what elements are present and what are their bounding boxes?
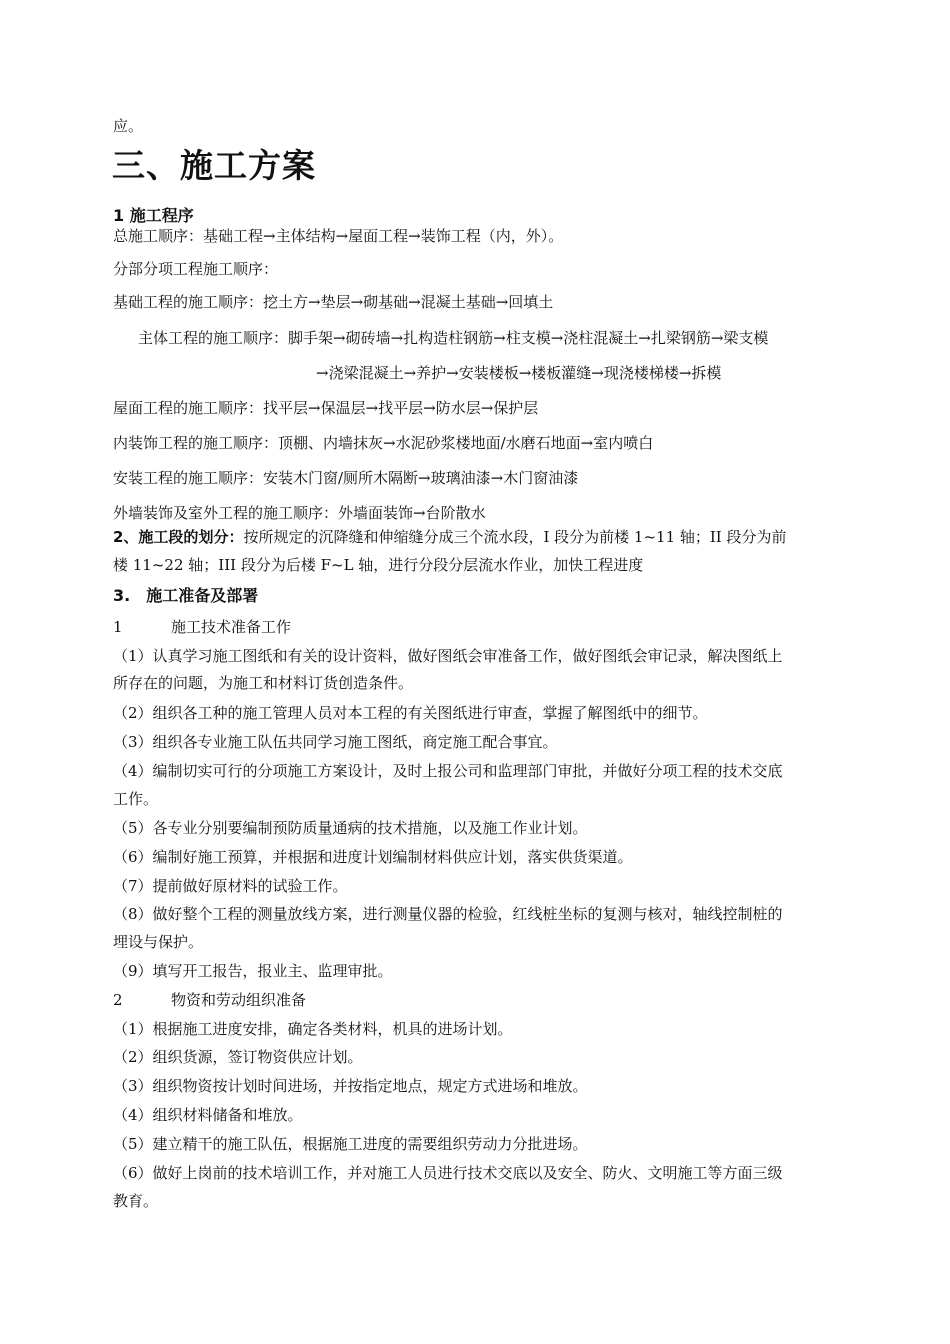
materials-item: （1）根据施工进度安排，确定各类材料，机具的进场计划。: [113, 1020, 513, 1038]
tech-item: （9）填写开工报告，报业主、监理审批。: [113, 962, 393, 980]
main-structure-sequence-cont: →浇梁混凝土→养护→安装楼板→楼板灌缝→现浇楼梯楼→拆模: [316, 364, 722, 382]
materials-item: 教育。: [113, 1192, 159, 1210]
installation-sequence: 安装工程的施工顺序：安装木门窗/厕所木隔断→玻璃油漆→木门窗油漆: [113, 469, 579, 487]
tech-item: （5）各专业分别要编制预防质量通病的技术措施，以及施工作业计划。: [113, 819, 588, 837]
tech-item: （3）组织各专业施工队伍共同学习施工图纸，商定施工配合事宜。: [113, 733, 558, 751]
heading-construction-procedure: 1 施工程序: [113, 206, 194, 225]
section-division-label: 2、施工段的划分：: [113, 528, 244, 546]
tech-item: （4）编制切实可行的分项施工方案设计，及时上报公司和监理部门审批，并做好分项工程的技术交底: [113, 762, 783, 780]
tech-item: （1）认真学习施工图纸和有关的设计资料，做好图纸会审准备工作，做好图纸会审记录，解决图纸上: [113, 647, 783, 665]
materials-item: （5）建立精干的施工队伍，根据施工进度的需要组织劳动力分批进场。: [113, 1135, 588, 1153]
foundation-sequence: 基础工程的施工顺序：挖土方→垫层→砌基础→混凝土基础→回填土: [113, 293, 554, 311]
materials-item: （3）组织物资按计划时间进场，并按指定地点，规定方式进场和堆放。: [113, 1077, 588, 1095]
tech-item: （8）做好整个工程的测量放线方案，进行测量仪器的检验，红线桩坐标的复测与核对，轴线控制桩的: [113, 905, 783, 923]
tech-item: （6）编制好施工预算，并根据和进度计划编制材料供应计划，落实供货渠道。: [113, 848, 633, 866]
tech-item: 工作。: [113, 790, 159, 808]
text-fragment: 应。: [113, 117, 144, 135]
exterior-sequence: 外墙装饰及室外工程的施工顺序：外墙面装饰→台阶散水: [113, 504, 486, 522]
section-division-paragraph: [113, 527, 873, 547]
section-division-text: 按所规定的沉降缝和伸缩缝分成三个流水段，I 段分为前楼 1~11 轴；II 段分为前: [243, 528, 787, 546]
tech-item: 所存在的问题，为施工和材料订货创造条件。: [113, 674, 414, 692]
overall-sequence: 总施工顺序：基础工程→主体结构→屋面工程→装饰工程（内，外）。: [113, 227, 564, 245]
materials-item: （6）做好上岗前的技术培训工作，并对施工人员进行技术交底以及安全、防火、文明施工等方面三级: [113, 1164, 783, 1182]
roof-sequence: 屋面工程的施工顺序：找平层→保温层→找平层→防水层→保护层: [113, 399, 539, 417]
tech-item: （2）组织各工种的施工管理人员对本工程的有关图纸进行审查，掌握了解图纸中的细节。: [113, 704, 708, 722]
materials-item: （4）组织材料储备和堆放。: [113, 1106, 303, 1124]
tech-item: （7）提前做好原材料的试验工作。: [113, 877, 348, 895]
subheading-materials-prep: [113, 990, 873, 1010]
sub-sequence-title: 分部分项工程施工顺序：: [113, 260, 279, 278]
section-title: 三、施工方案: [112, 146, 316, 185]
section-division-text-cont: 楼 11~22 轴；III 段分为后楼 F~L 轴，进行分段分层流水作业，加快工程进度: [113, 556, 644, 574]
subheading-text: 施工技术准备工作: [171, 618, 292, 636]
subheading-number: 1: [113, 618, 123, 636]
main-structure-sequence: 主体工程的施工顺序：脚手架→砌砖墙→扎构造柱钢筋→柱支模→浇柱混凝土→扎梁钢筋→梁支模: [138, 329, 769, 347]
heading-preparation: 3. 施工准备及部署: [113, 586, 259, 605]
subheading-number: 2: [113, 991, 123, 1009]
materials-item: （2）组织货源，签订物资供应计划。: [113, 1048, 363, 1066]
interior-sequence: 内装饰工程的施工顺序：顶棚、内墙抹灰→水泥砂浆楼地面/水磨石地面→室内喷白: [113, 434, 654, 452]
tech-item: 埋设与保护。: [113, 933, 204, 951]
subheading-text: 物资和劳动组织准备: [171, 991, 307, 1009]
subheading-technical-prep: [113, 617, 873, 637]
